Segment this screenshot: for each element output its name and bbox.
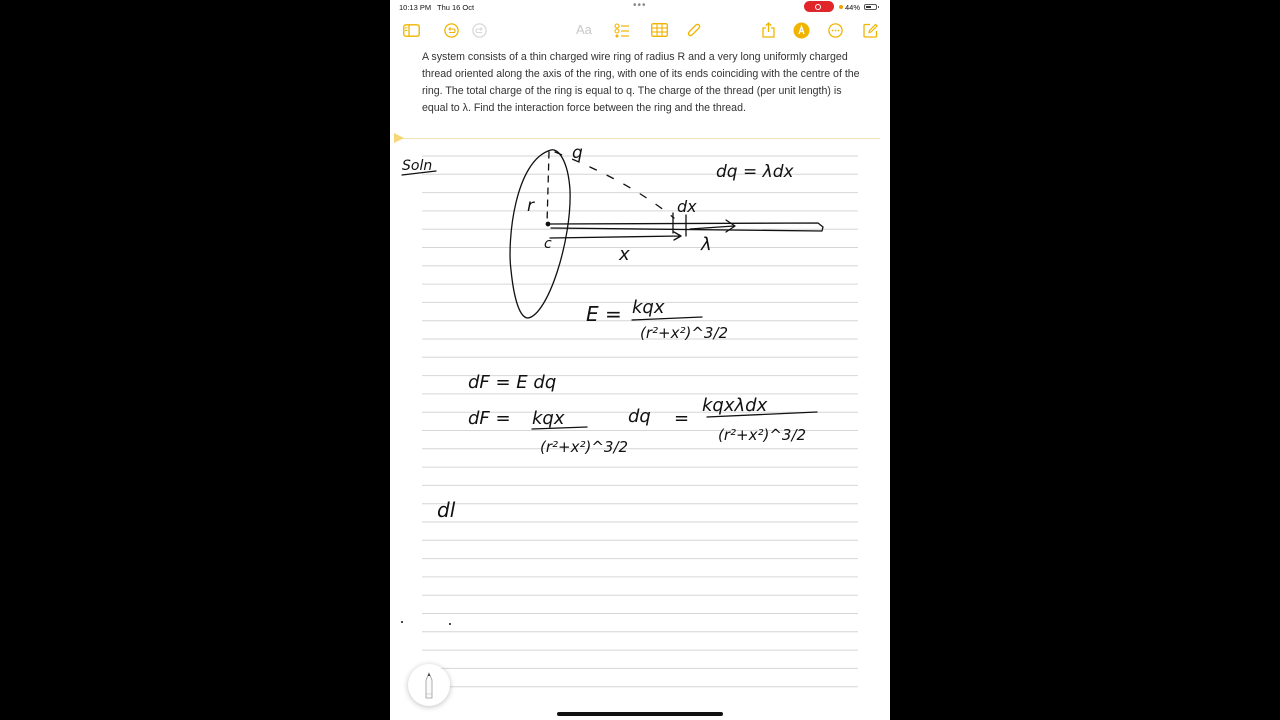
dq-factor: dq	[628, 406, 651, 427]
df-equation-1: dF = E dq	[468, 372, 557, 393]
field-denominator: (r²+x²)^3/2	[640, 324, 729, 342]
df-numerator-2: kqxλdx	[702, 395, 768, 416]
centre-c-label: c	[544, 236, 552, 252]
pencil-icon	[423, 670, 435, 700]
df-denominator-1: (r²+x²)^3/2	[540, 438, 629, 456]
df-denominator-2: (r²+x²)^3/2	[718, 426, 807, 444]
df-partial-text: dl	[437, 498, 456, 522]
multitasking-dots-icon[interactable]: •••	[633, 0, 647, 11]
stray-dot	[449, 623, 451, 625]
handwriting-canvas[interactable]	[390, 0, 890, 720]
dx-label: dx	[677, 197, 697, 216]
soln-text: Soln	[402, 158, 433, 174]
status-time: 10:13 PM	[399, 3, 432, 12]
battery-percent: 44%	[845, 3, 861, 12]
notes-screen	[390, 0, 890, 720]
pencil-tool-button[interactable]	[408, 664, 450, 706]
status-date: Thu 16 Oct	[437, 3, 475, 12]
x-label: x	[619, 244, 630, 265]
equals-sign: =	[674, 408, 690, 429]
format-button[interactable]: Aa	[576, 22, 592, 37]
field-e-label: E =	[586, 302, 622, 326]
stray-dot	[401, 621, 403, 623]
ring-drawing	[510, 150, 570, 318]
lambda-label: λ	[701, 234, 712, 255]
ring-centre-dot	[546, 222, 551, 227]
df-label-2: dF =	[468, 408, 511, 429]
ring-charge-label: q	[572, 143, 583, 163]
x-dimension-arrow	[550, 232, 681, 240]
home-indicator[interactable]	[557, 712, 723, 716]
problem-statement[interactable]: A system consists of a thin charged wire ring of radius R and a very long uniformly charged thread oriented along the axis of the ring, with one of its ends coinciding with the centre of the ring. The total charge of the ring is equal to q. The charge of the thread (per unit length) is equal to λ. Find the interaction force between the ring and the thread.	[422, 51, 860, 114]
df-numerator-1: kqx	[532, 408, 565, 429]
radius-label: r	[527, 196, 534, 216]
dq-equation: dq = λdx	[716, 162, 794, 182]
field-numerator: kqx	[632, 297, 665, 318]
radius-dashed-line	[547, 152, 549, 224]
